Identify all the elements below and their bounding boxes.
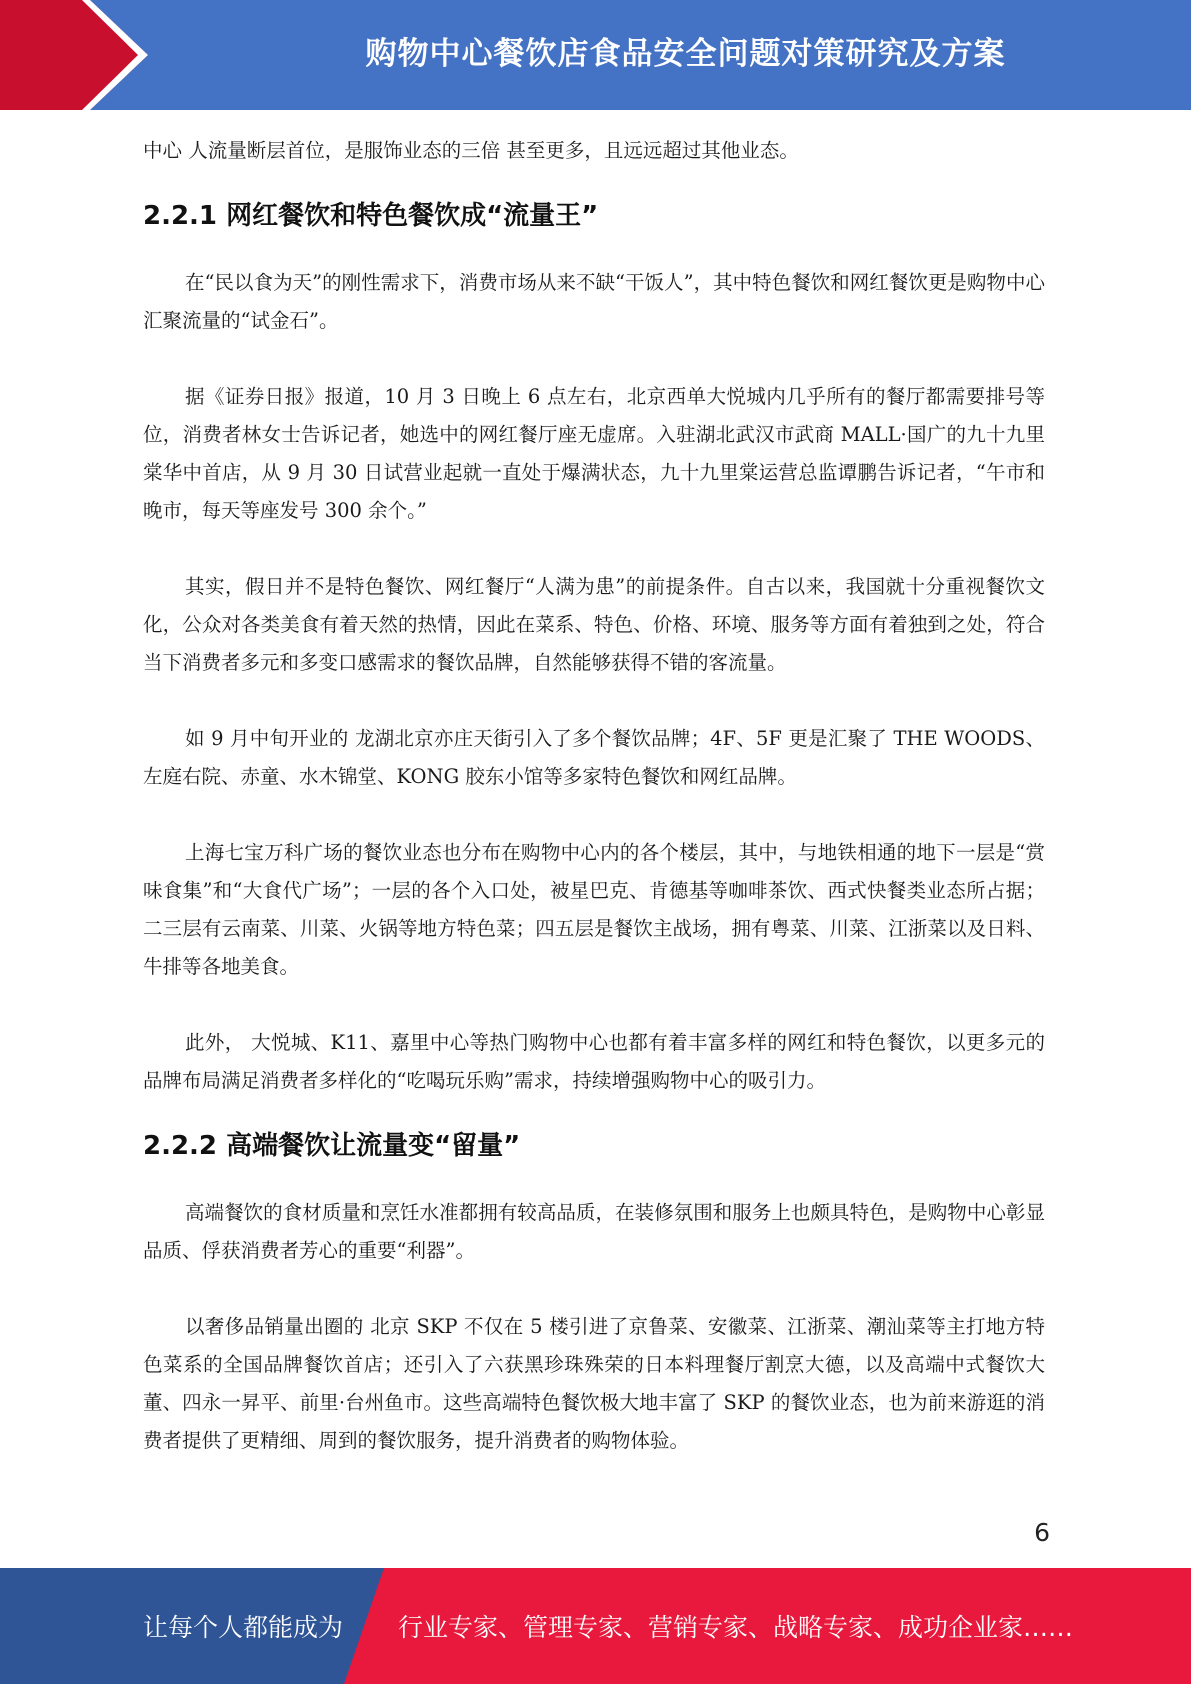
footer-slogan-right: 行业专家、管理专家、营销专家、战略专家、成功企业家…… <box>398 1613 1074 1642</box>
body-paragraph: 其实，假日并不是特色餐饮、网红餐厅“人满为患”的前提条件。自古以来，我国就十分重视餐饮文化，公众对各类美食有着天然的热情，因此在菜系、特色、价格、环境、服务等方面有着独到之处，符合当下消费者多元和多变口感需求的餐饮品牌，自然能够获得不错的客流量。 <box>143 575 1045 674</box>
body-paragraph: 据《证券日报》报道，10 月 3 日晚上 6 点左右，北京西单大悦城内几乎所有的餐厅都需要排号等位，消费者林女士告诉记者，她选中的网红餐厅座无虚席。入驻湖北武汉市武商 MALL·国广的九十九里棠华中首店，从 9 月 30 日试营业起就一直处于爆满状态，九十九里棠运营总监谭鹏告诉记者，“午市和晚市，每天等座发号 300 余个。” <box>143 385 1045 522</box>
page-number: 6 <box>1034 1518 1050 1547</box>
body-paragraph: 此外， 大悦城、K11、嘉里中心等热门购物中心也都有着丰富多样的网红和特色餐饮，以更多元的品牌布局满足消费者多样化的“吃喝玩乐购”需求，持续增强购物中心的吸引力。 <box>143 1031 1045 1092</box>
body-paragraph: 以奢侈品销量出圈的 北京 SKP 不仅在 5 楼引进了京鲁菜、安徽菜、江浙菜、潮汕菜等主打地方特色菜系的全国品牌餐饮首店；还引入了六获黑珍珠殊荣的日本料理餐厅割烹大德，以及高端中式餐饮大董、四永一昇平、前里·台州鱼市。这些高端特色餐饮极大地丰富了 SKP 的餐饮业态，也为前来游逛的消费者提供了更精细、周到的餐饮服务，提升消费者的购物体验。 <box>143 1315 1045 1452</box>
page-header <box>0 0 1191 110</box>
intro-paragraph: 中心 人流量断层首位，是服饰业态的三倍 甚至更多，且远远超过其他业态。 <box>143 139 799 162</box>
body-paragraph: 如 9 月中旬开业的 龙湖北京亦庄天街引入了多个餐饮品牌；4F、5F 更是汇聚了 THE WOODS、左庭右院、赤童、水木锦堂、KONG 胶东小馆等多家特色餐饮和网红品牌。 <box>143 727 1045 788</box>
document-title: 购物中心餐饮店食品安全问题对策研究及方案 <box>365 35 1006 72</box>
page-content <box>143 132 1045 1460</box>
footer-slogan-left: 让每个人都能成为 <box>143 1613 344 1642</box>
body-paragraph: 在“民以食为天”的刚性需求下，消费市场从来不缺“干饭人”，其中特色餐饮和网红餐饮更是购物中心汇聚流量的“试金石”。 <box>143 271 1045 332</box>
body-paragraph: 上海七宝万科广场的餐饮业态也分布在购物中心内的各个楼层，其中，与地铁相通的地下一层是“赏味食集”和“大食代广场”；一层的各个入口处，被星巴克、肯德基等咖啡茶饮、西式快餐类业态所占据；二三层有云南菜、川菜、火锅等地方特色菜；四五层是餐饮主战场，拥有粤菜、川菜、江浙菜以及日料、牛排等各地美食。 <box>143 841 1045 978</box>
body-paragraph: 高端餐饮的食材质量和烹饪水准都拥有较高品质，在装修氛围和服务上也颇具特色，是购物中心彰显品质、俘获消费者芳心的重要“利器”。 <box>143 1201 1045 1262</box>
section-heading-2-2-1: 2.2.1 网红餐饮和特色餐饮成“流量王” <box>143 201 599 231</box>
section-heading-2-2-2: 2.2.2 高端餐饮让流量变“留量” <box>143 1131 521 1161</box>
page-footer <box>0 1568 1191 1684</box>
